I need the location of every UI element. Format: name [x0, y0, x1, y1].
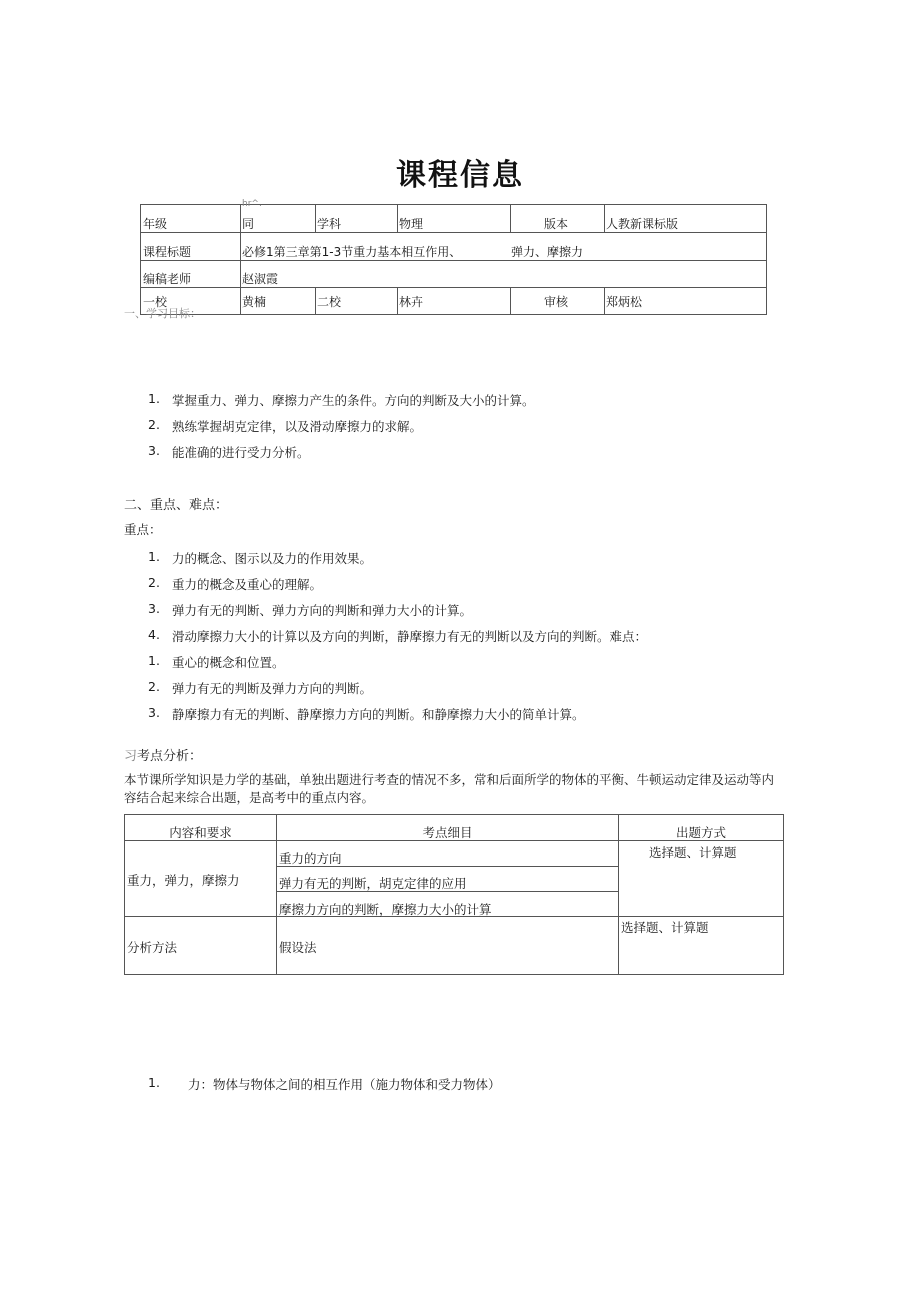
grade-label: 年级: [143, 217, 168, 231]
list-number: 3.: [148, 705, 160, 720]
list-text: 重力的概念及重心的理解。: [172, 577, 323, 592]
editor-label: 编稿老师: [143, 272, 192, 286]
list-item: [148, 601, 768, 619]
list-text: 静摩擦力有无的判断、静摩擦力方向的判断。和静摩擦力大小的简单计算。: [172, 707, 585, 722]
row-divider: [141, 260, 766, 261]
subject-label: 学科: [317, 217, 342, 231]
header-content: 内容和要求: [169, 825, 232, 840]
col-divider: [510, 205, 511, 232]
list-number: 3.: [148, 601, 160, 616]
list-item: [148, 549, 768, 567]
course-title-label: 课程标题: [143, 245, 192, 259]
row-divider: [141, 287, 766, 288]
school1-value: 黄楠: [242, 295, 267, 309]
row1-detail: 弹力有无的判断，胡克定律的应用: [279, 876, 467, 891]
list-item: [148, 653, 768, 671]
section1-heading: 一、学习目标：: [124, 307, 201, 320]
row2-content: 分析方法: [127, 940, 178, 955]
section3-heading-text: 考点分析：: [137, 749, 203, 764]
list-text: 熟练掌握胡克定律，以及滑动摩擦力的求解。: [172, 419, 423, 434]
row1-method: 选择题、计算题: [649, 845, 737, 860]
list-text: 掌握重力、弹力、摩擦力产生的条件。方向的判断及大小的计算。: [172, 393, 535, 408]
row2-detail: 假设法: [279, 940, 317, 955]
review-value: 郑炳松: [606, 295, 643, 309]
list-number: 2.: [148, 679, 160, 694]
row1-content: 重力，弹力，摩擦力: [127, 873, 240, 888]
header-details: 考点细目: [422, 825, 473, 840]
list-number: 1.: [148, 653, 160, 668]
list-item: [148, 679, 768, 697]
section3-heading-prefix: 习: [124, 749, 138, 764]
list-number: 1.: [148, 549, 160, 564]
version-value: 人教新课标版: [606, 217, 679, 231]
list-text: 重心的概念和位置。: [172, 655, 285, 670]
col-divider: [240, 205, 241, 315]
list-item: [148, 627, 768, 645]
row-divider: [141, 232, 766, 233]
school2-label: 二校: [317, 295, 342, 309]
list-text: 滑动摩擦力大小的计算以及方向的判断，静摩擦力有无的判断以及方向的判断。难点：: [172, 629, 648, 644]
list-text: 力：物体与物体之间的相互作用（施力物体和受力物体）: [188, 1077, 501, 1092]
list-number: 4.: [148, 627, 160, 642]
section2-heading: 二、重点、难点：: [124, 498, 229, 513]
list-text: 力的概念、图示以及力的作用效果。: [172, 551, 373, 566]
list-item: [148, 705, 768, 723]
col-divider: [397, 205, 398, 232]
grade-mark: hr^.: [242, 199, 262, 209]
grade-value: 同: [242, 217, 255, 231]
review-label: 审核: [544, 295, 569, 309]
section3-paragraph: 本节课所学知识是力学的基础，单独出题进行考查的情况不多，常和后面所学的物体的平衡、牛顿运动定律及运动等内容结合起来综合出题，是高考中的重点内容。: [124, 772, 775, 805]
list-item: [148, 443, 708, 461]
version-label: 版本: [544, 217, 569, 231]
editor-value: 赵淑霞: [242, 272, 279, 286]
course-title-value: 必修1第三章第1-3节重力基本相互作用、: [242, 245, 462, 259]
row2-method: 选择题、计算题: [621, 920, 709, 935]
exam-analysis-table: [124, 814, 784, 975]
header-method: 出题方式: [675, 825, 726, 840]
course-title-value-2: 弹力、摩擦力: [511, 245, 584, 259]
page-title: 课程信息: [396, 158, 524, 193]
col-divider: [604, 205, 605, 232]
school2-value: 林卉: [399, 295, 424, 309]
list-number: 2.: [148, 417, 160, 432]
row1-detail: 摩擦力方向的判断，摩擦力大小的计算: [279, 902, 492, 917]
subject-value: 物理: [399, 217, 424, 231]
list-text: 弹力有无的判断及弹力方向的判断。: [172, 681, 373, 696]
col-divider: [510, 287, 511, 315]
section3-heading: [124, 745, 202, 764]
list-text: 能准确的进行受力分析。: [172, 445, 310, 460]
row1-detail: 重力的方向: [279, 851, 342, 866]
key-points-label: 重点：: [124, 522, 162, 537]
list-number: 3.: [148, 443, 160, 458]
list-item: [148, 1075, 708, 1093]
school1-label: 一校: [143, 295, 168, 309]
list-text: 弹力有无的判断、弹力方向的判断和弹力大小的计算。: [172, 603, 473, 618]
list-item: [148, 417, 708, 435]
col-divider: [604, 287, 605, 315]
list-number: 2.: [148, 575, 160, 590]
list-item: [148, 575, 768, 593]
col-divider: [397, 287, 398, 315]
col-divider: [315, 205, 316, 232]
list-number: 1.: [148, 391, 160, 406]
col-divider: [315, 287, 316, 315]
course-info-table: [140, 199, 767, 315]
list-number: 1.: [148, 1075, 160, 1090]
list-item: [148, 391, 708, 409]
